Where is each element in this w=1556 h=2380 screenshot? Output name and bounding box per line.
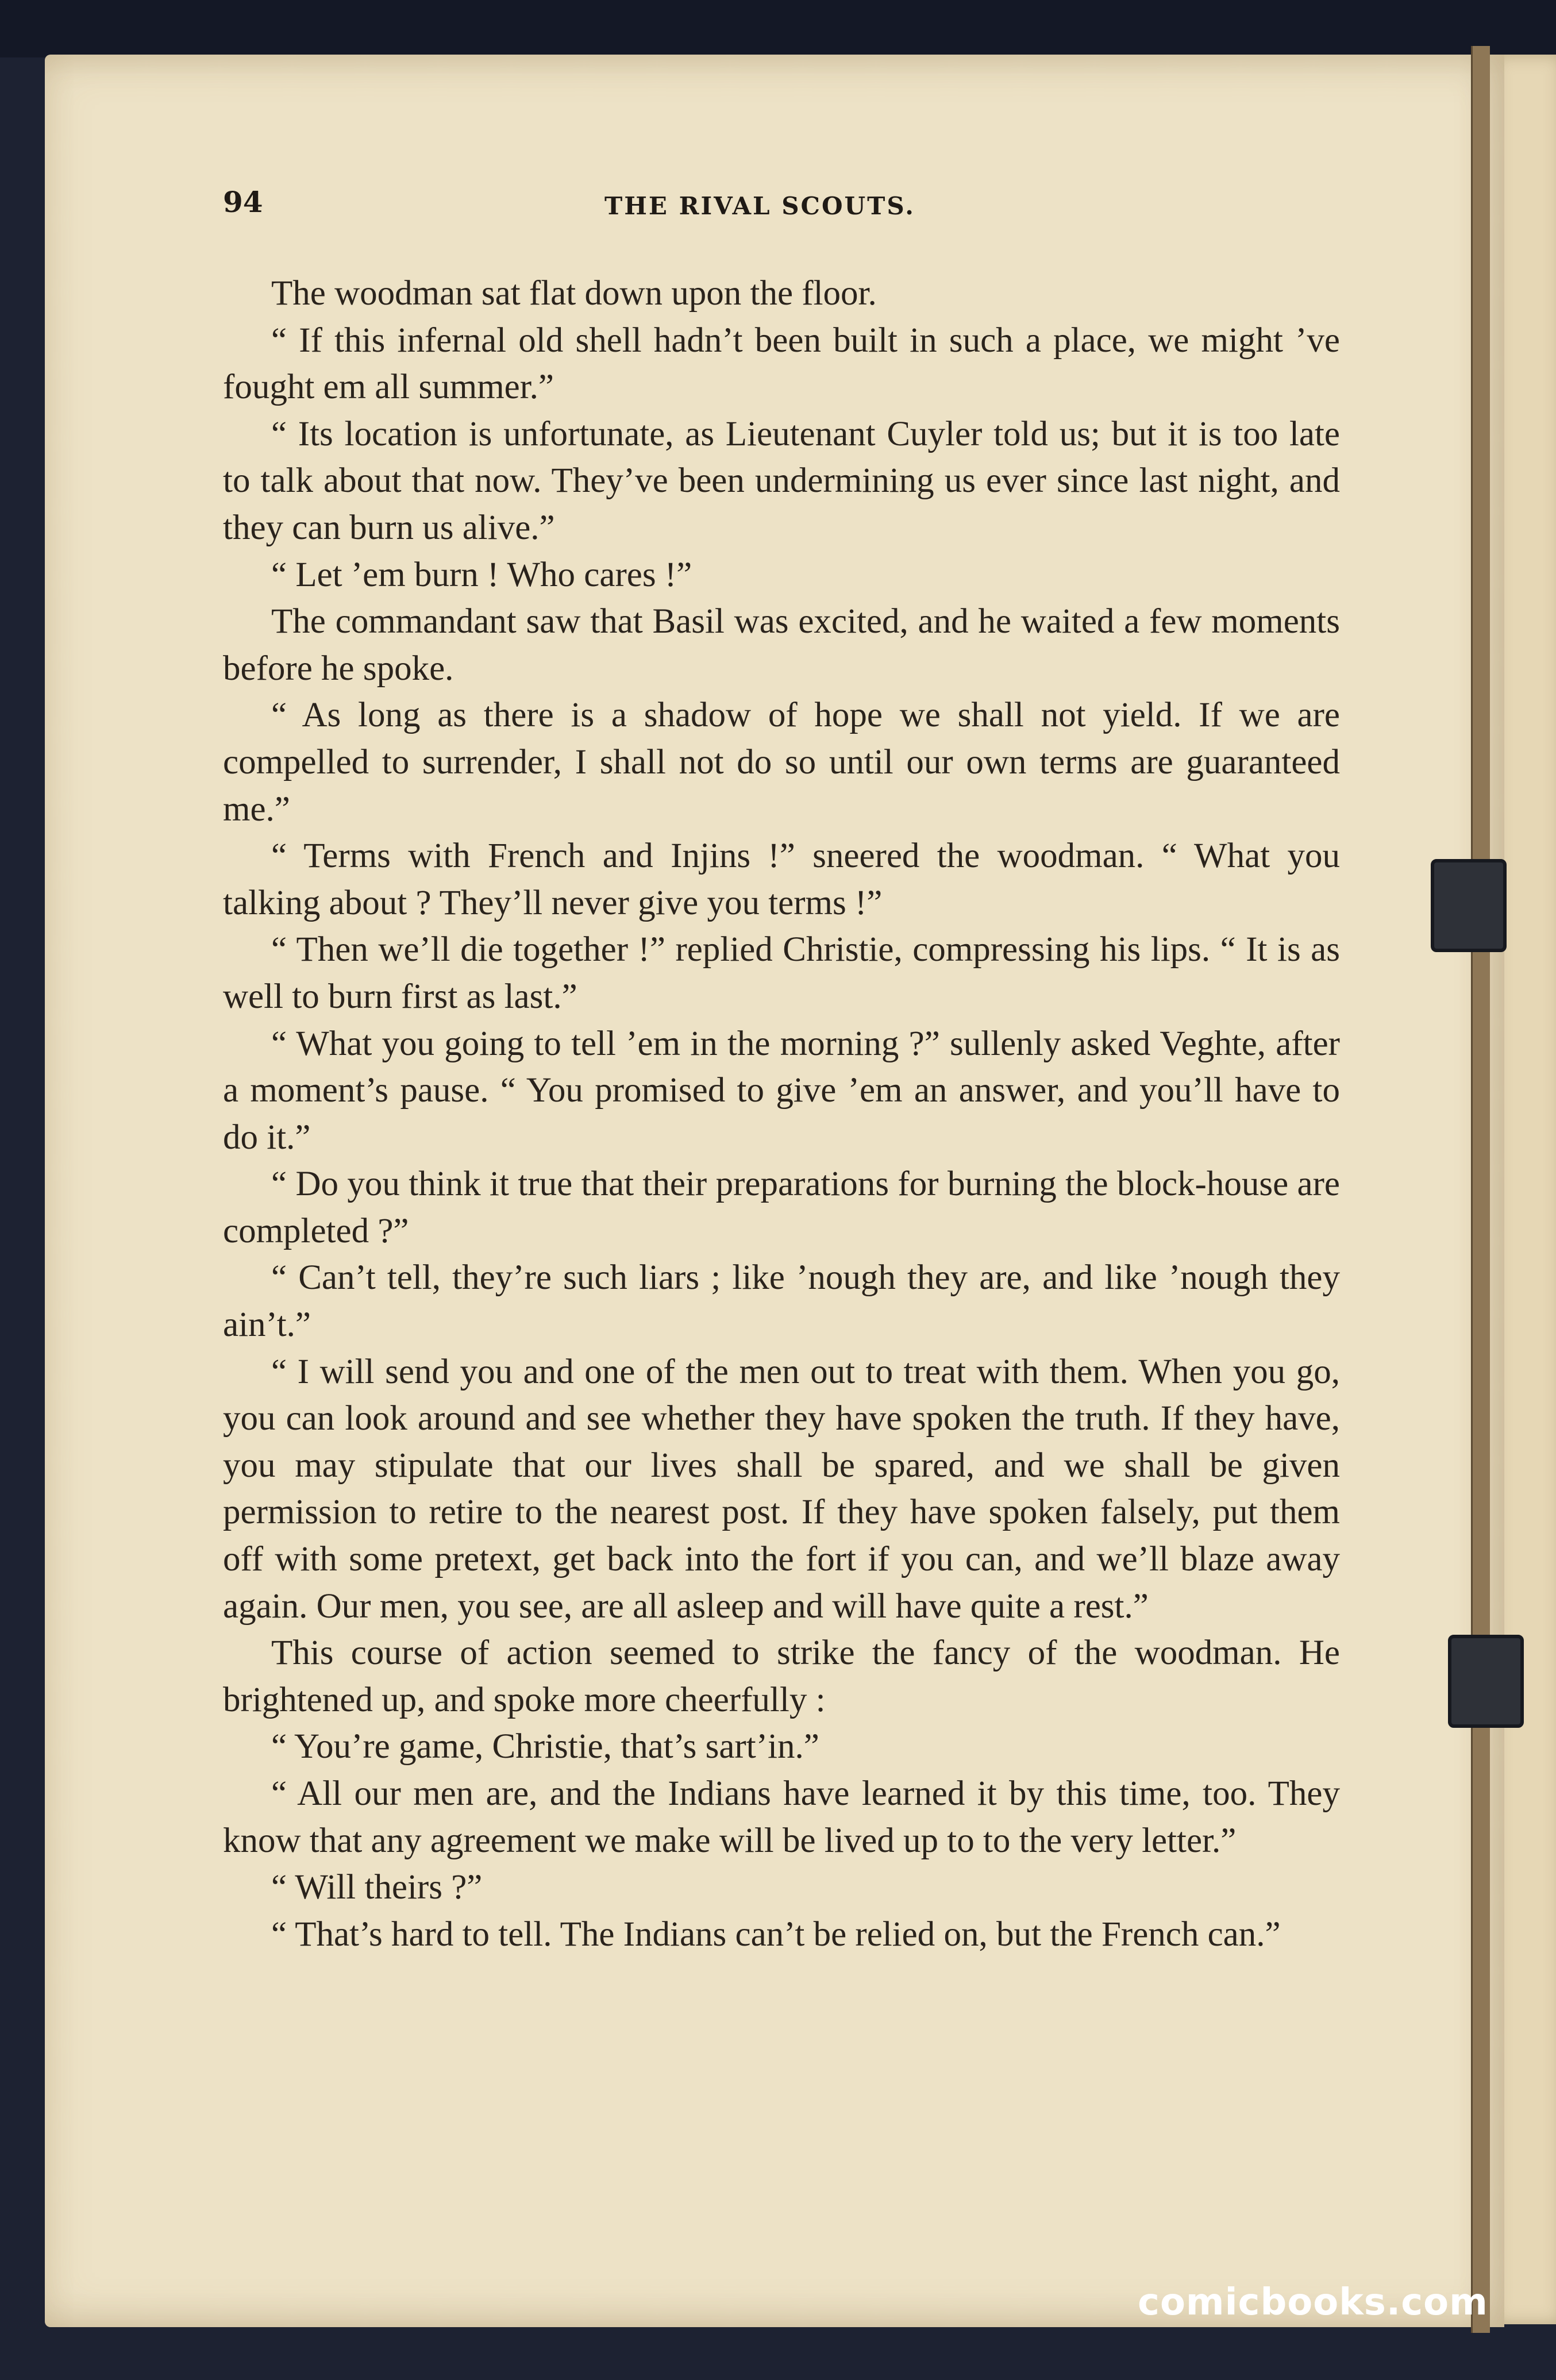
paragraph: “ What you going to tell ’em in the morning ?” sullenly asked Veghte, after a moment’s pause. “ You promised to give ’em an answer, and you’ll have to do it.” bbox=[223, 1024, 1340, 1157]
paragraph: “ That’s hard to tell. The Indians can’t be relied on, but the French can.” bbox=[271, 1915, 1281, 1954]
paragraph: “ Will theirs ?” bbox=[271, 1868, 483, 1907]
body-text bbox=[223, 270, 1340, 1958]
book-spine bbox=[1471, 46, 1490, 2333]
paragraph: “ I will send you and one of the men out to treat with them. When you go, you can look around and see whether they have spoken the truth. If they have, you may stipulate that our lives shall be spared, and we shall be given permission to retire to the nearest post. If they have spoken falsely, put them off with some pretext, get back into the fort if you can, and we’ll blaze away again. Our men, you see, are all asleep and will have quite a rest.” bbox=[223, 1352, 1340, 1626]
page-number: 94 bbox=[223, 185, 263, 219]
paragraph: “ Its location is unfortunate, as Lieutenant Cuyler told us; but it is too late to talk about that now. They’ve been undermining us ever since last night, and they can burn us alive.” bbox=[223, 414, 1340, 547]
paragraph: “ Let ’em burn ! Who cares !” bbox=[271, 555, 692, 594]
binding-clip-bottom bbox=[1448, 1635, 1524, 1728]
paragraph: “ If this infernal old shell hadn’t been built in such a place, we might ’ve fought em all summer.” bbox=[223, 321, 1340, 407]
paragraph: “ As long as there is a shadow of hope we shall not yield. If we are compelled to surrender, I shall not do so until our own terms are guaranteed me.” bbox=[223, 696, 1340, 829]
paragraph: “ Terms with French and Injins !” sneered the woodman. “ What you talking about ? They’ll never give you terms !” bbox=[223, 837, 1340, 922]
running-head: THE RIVAL SCOUTS. bbox=[604, 192, 915, 220]
paragraph: “ You’re game, Christie, that’s sart’in.” bbox=[271, 1727, 819, 1766]
paragraph: The commandant saw that Basil was excited, and he waited a few moments before he spoke. bbox=[223, 602, 1340, 688]
paragraph: The woodman sat flat down upon the floor. bbox=[271, 274, 877, 313]
paragraph: This course of action seemed to strike the fancy of the woodman. He brightened up, and spoke more cheerfully : bbox=[223, 1634, 1340, 1719]
paragraph: “ Can’t tell, they’re such liars ; like ’nough they are, and like ’nough they ain’t.” bbox=[223, 1258, 1340, 1345]
binding-clip-top bbox=[1431, 859, 1507, 952]
paragraph: “ Do you think it true that their preparations for burning the block-house are completed ?” bbox=[223, 1165, 1340, 1250]
paragraph: “ Then we’ll die together !” replied Christie, compressing his lips. “ It is as well to burn first as last.” bbox=[223, 930, 1340, 1016]
scan-background-top bbox=[0, 0, 1556, 57]
watermark: comicbooks.com bbox=[1138, 2281, 1488, 2324]
paragraph: “ All our men are, and the Indians have learned it by this time, too. They know that any agreement we make will be lived up to to the very letter.” bbox=[223, 1774, 1340, 1860]
